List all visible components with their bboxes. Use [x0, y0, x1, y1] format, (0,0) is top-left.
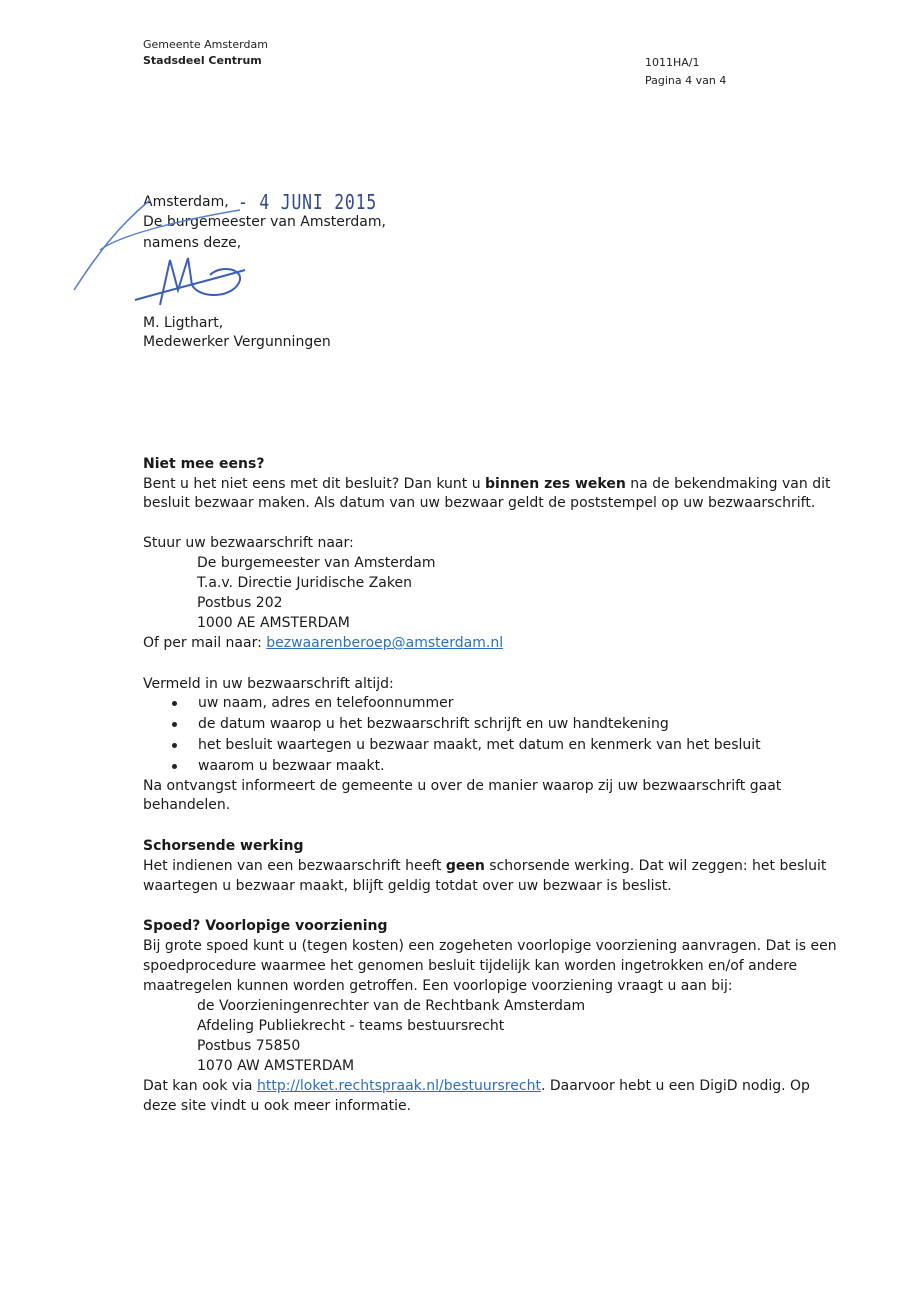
requirements-list [143, 693, 843, 777]
mention-label: Vermeld in uw bezwaarschrift altijd: [143, 676, 394, 692]
objection-paragraph-line1: Bent u het niet eens met dit besluit? Dan kunt u binnen zes weken na de bekendmaking van dit [143, 476, 831, 492]
section-heading-objection: Niet mee eens? [143, 456, 265, 472]
page-number: Pagina 4 van 4 [645, 74, 727, 87]
bullet-icon [172, 743, 177, 748]
urgent-line5: deze site vindt u ook meer informatie. [143, 1098, 412, 1114]
urgent-line3: maatregelen kunnen worden getroffen. Een voorlopige voorziening vraagt u aan bij: [143, 978, 733, 994]
urgent-line2: spoedprocedure waarmee het genomen besluit tijdelijk kan worden ingetrokken en/of andere [143, 958, 798, 974]
reference-number: 1011HA/1 [645, 56, 700, 69]
list-item: het besluit waartegen u bezwaar maakt, met datum en kenmerk van het besluit [143, 735, 843, 756]
email-link[interactable]: bezwaarenberoep@amsterdam.nl [266, 635, 504, 651]
list-item: de datum waarop u het bezwaarschrift schrijft en uw handtekening [143, 714, 843, 735]
court-address-line: 1070 AW AMSTERDAM [197, 1058, 355, 1074]
court-address-line: de Voorzieningenrechter van de Rechtbank Amsterdam [197, 998, 586, 1014]
list-item: waarom u bezwaar maakt. [143, 756, 843, 777]
bullet-icon [172, 701, 177, 706]
urgent-line1: Bij grote spoed kunt u (tegen kosten) een zogeheten voorlopige voorziening aanvragen. Dat is een [143, 938, 837, 954]
section-heading-urgent: Spoed? Voorlopige voorziening [143, 918, 388, 934]
objection-paragraph-line2: besluit bezwaar maken. Als datum van uw bezwaar geldt de poststempel op uw bezwaarschrift. [143, 495, 816, 511]
address-line: Postbus 202 [197, 595, 283, 611]
urgent-line4: Dat kan ook via http://loket.rechtspraak.nl/bestuursrecht. Daarvoor hebt u een DigiD nodig. Op [143, 1078, 810, 1094]
bullet-icon [172, 722, 177, 727]
signatory-name: M. Ligthart, [143, 315, 224, 331]
court-address-line: Afdeling Publiekrecht - teams bestuursrecht [197, 1018, 505, 1034]
rechtspraak-link[interactable]: http://loket.rechtspraak.nl/bestuursrecht [256, 1078, 541, 1094]
district-name: Stadsdeel Centrum [143, 54, 262, 67]
mail-line: Of per mail naar: bezwaarenberoep@amsterdam.nl [143, 635, 504, 651]
after-receipt-line2: behandelen. [143, 797, 231, 813]
after-receipt-line1: Na ontvangst informeert de gemeente u over de manier waarop zij uw bezwaarschrift gaat [143, 778, 782, 794]
list-item: uw naam, adres en telefoonnummer [143, 693, 843, 714]
bullet-icon [172, 764, 177, 769]
address-line: T.a.v. Directie Juridische Zaken [197, 575, 412, 591]
section-heading-suspensive: Schorsende werking [143, 838, 304, 854]
signatory-role: Medewerker Vergunningen [143, 334, 331, 350]
on-behalf-line: namens deze, [143, 235, 242, 251]
signature-place: Amsterdam, [143, 194, 229, 210]
date-stamp: - 4 JUNI 2015 [238, 190, 378, 214]
address-line: 1000 AE AMSTERDAM [197, 615, 350, 631]
address-line: De burgemeester van Amsterdam [197, 555, 436, 571]
signatory-title: De burgemeester van Amsterdam, [143, 214, 386, 230]
handwritten-signature [60, 180, 260, 310]
org-name: Gemeente Amsterdam [143, 38, 268, 51]
send-to-label: Stuur uw bezwaarschrift naar: [143, 535, 354, 551]
suspensive-line1: Het indienen van een bezwaarschrift heeft geen schorsende werking. Dat wil zeggen: het besluit [143, 858, 827, 874]
court-address-line: Postbus 75850 [197, 1038, 301, 1054]
suspensive-line2: waartegen u bezwaar maakt, blijft geldig totdat over uw bezwaar is beslist. [143, 878, 672, 894]
